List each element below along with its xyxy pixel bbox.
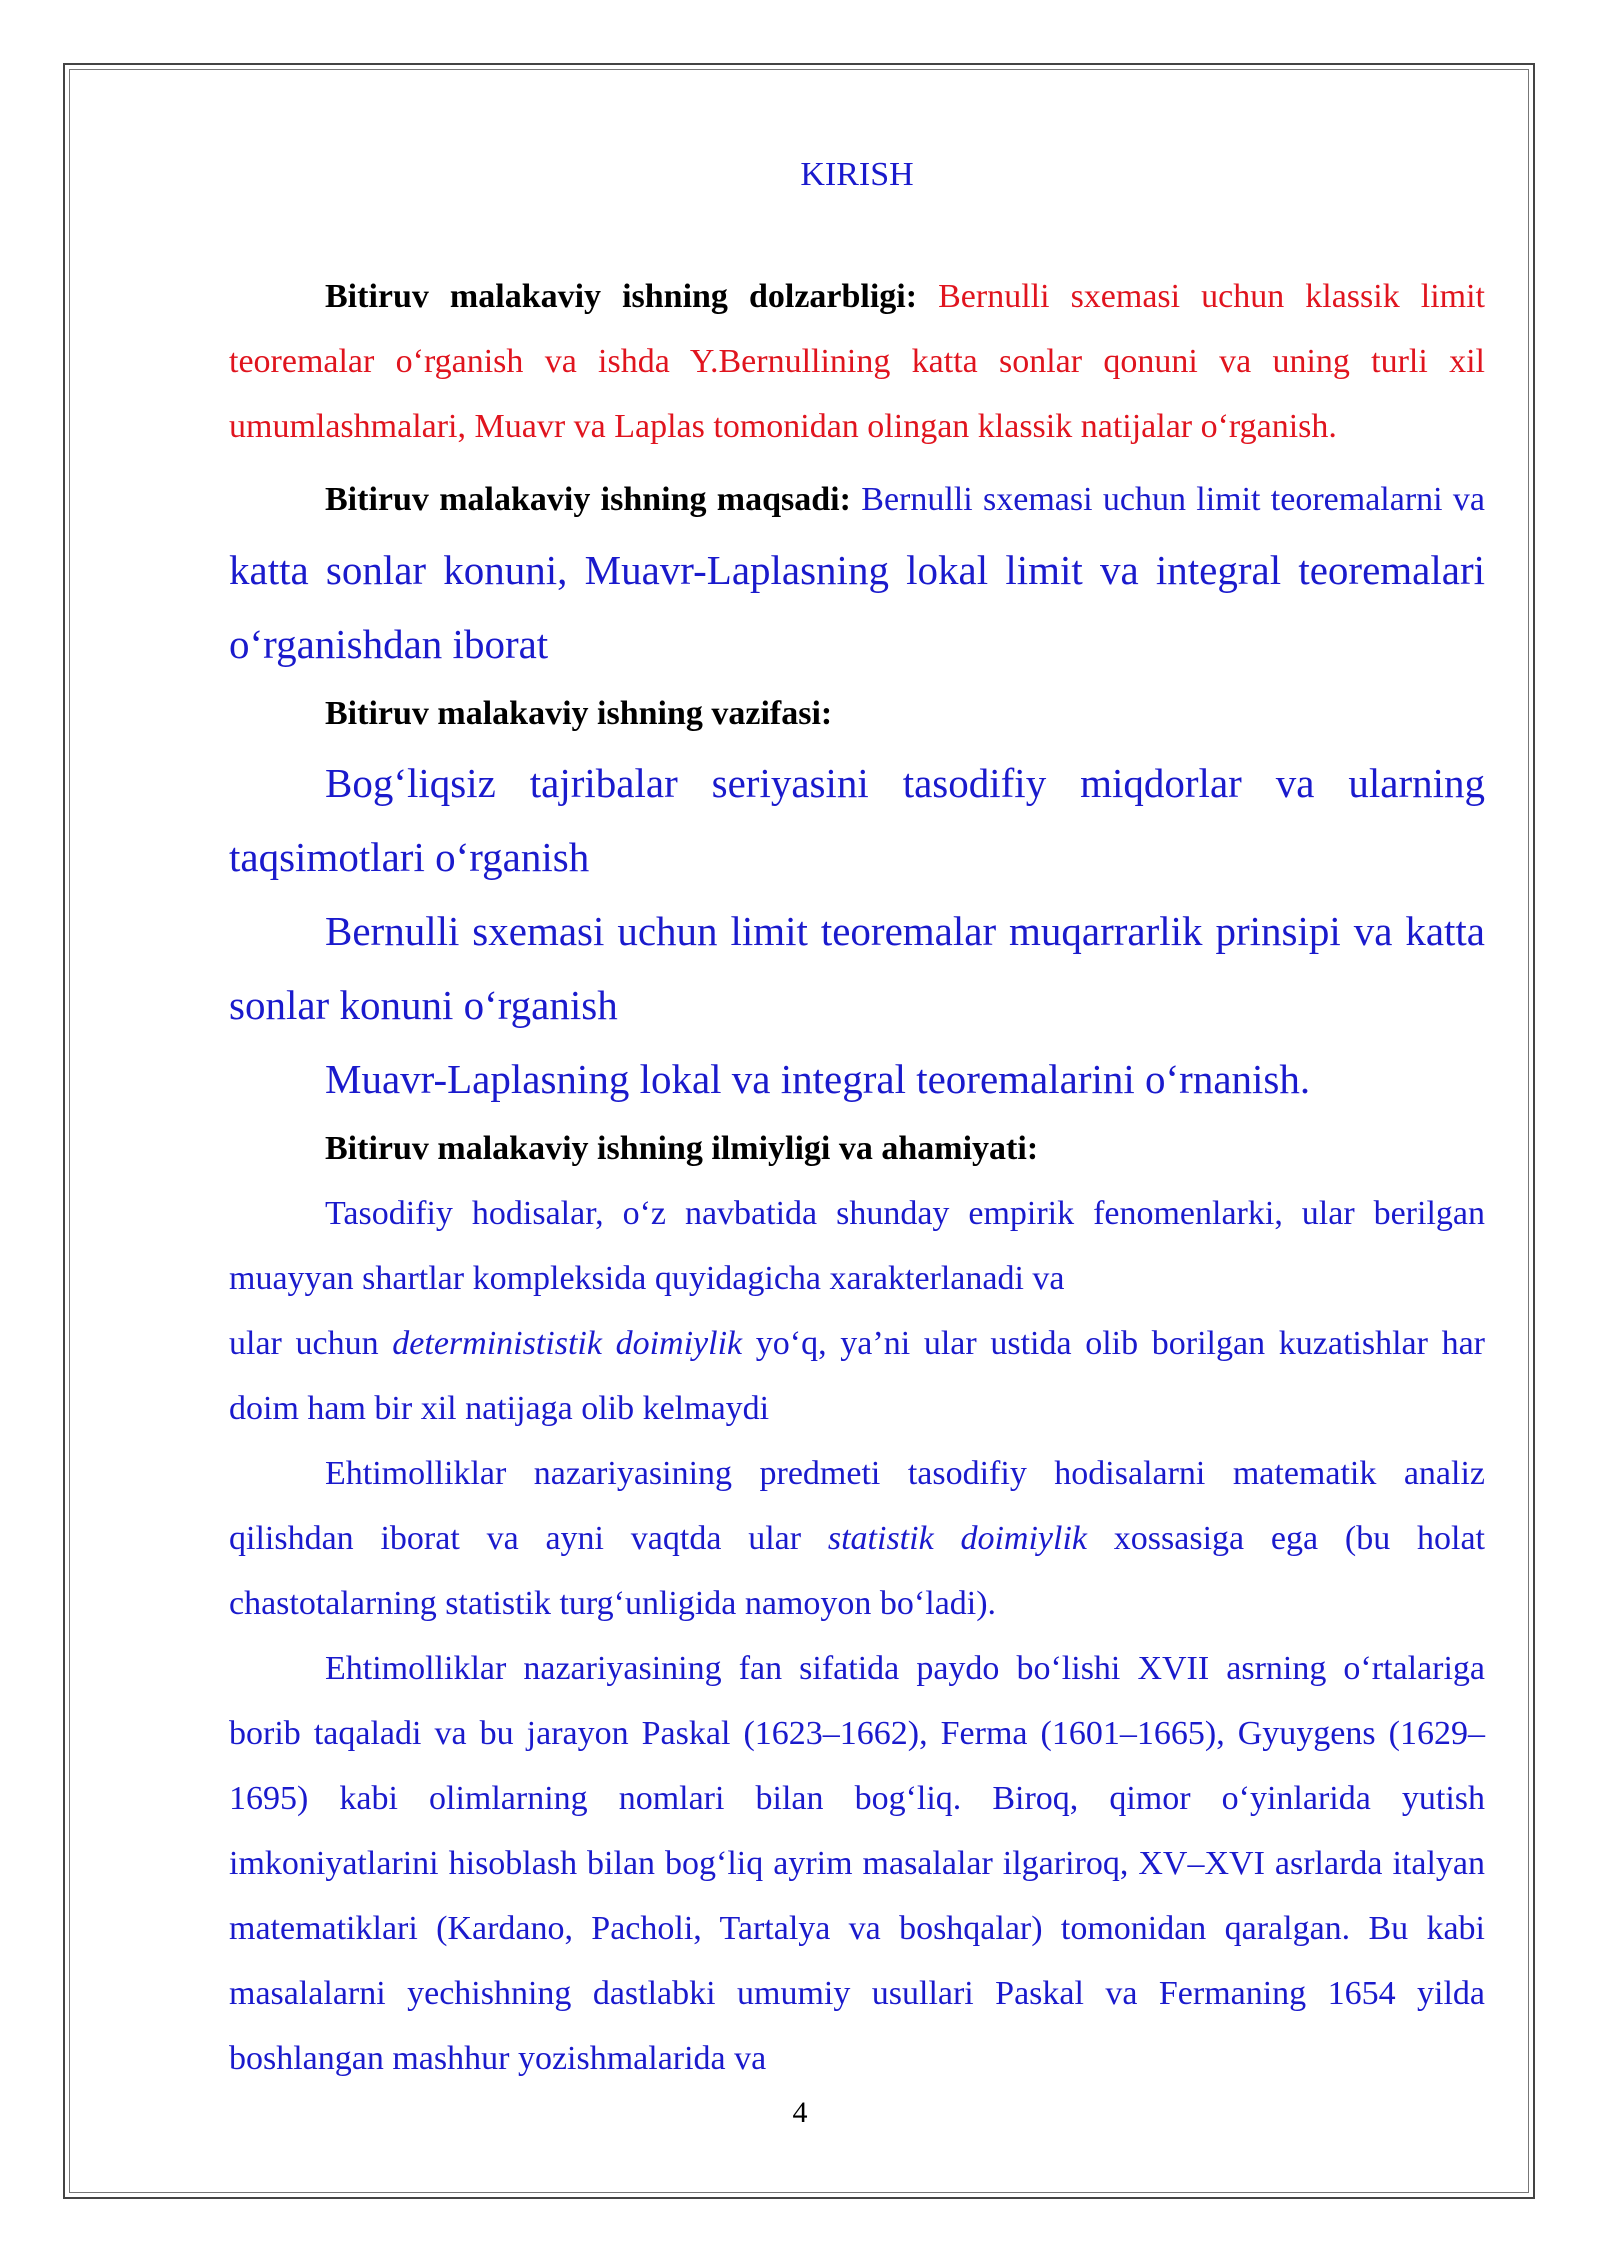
relevance-text: Bernulli sxemasi uchun klassik limit teoremalar o‘rganish va ishda Y.Bernullining katta sonlar qonuni va uning turli xil umumlashmalari, Muavr va Laplas tomonidan olingan klassik natijalar o‘rganish. [229, 278, 1485, 445]
significance-text-1b: ular uchun determinististik doimiylik yo‘q, ya’ni ular ustida olib borilgan kuzatishlar har doim ham bir xil natijaga olib kelmaydi [229, 1325, 1486, 1427]
relevance-heading: Bitiruv malakaviy ishning dolzarbligi: [325, 278, 918, 315]
page-title: KIRISH [800, 156, 914, 193]
significance-paragraph [229, 1116, 1485, 1181]
document-body [229, 150, 1485, 2091]
page-number: 4 [792, 2096, 808, 2129]
goal-text-small: Bernulli sxemasi uchun limit teoremalarni va [850, 481, 1485, 518]
task-item: Bog‘liqsiz tajribalar seriyasini tasodifiy miqdorlar va ularning taqsimotlari o‘rganish [229, 760, 1485, 880]
goal-text-large: katta sonlar konuni, Muavr-Laplasning lokal limit va integral teoremalari o‘rganishdan iborat [229, 547, 1485, 667]
emphasis-deterministic: determinististik doimiylik [392, 1325, 743, 1362]
emphasis-statistical: statistik doimiylik [827, 1520, 1087, 1557]
task-item: Bernulli sxemasi uchun limit teoremalar muqarrarlik prinsipi va katta sonlar konuni o‘rganish [229, 908, 1485, 1028]
significance-heading: Bitiruv malakaviy ishning ilmiyligi va ahamiyati: [325, 1130, 1039, 1167]
goal-heading: Bitiruv malakaviy ishning maqsadi: [325, 481, 851, 518]
tasks-heading: Bitiruv malakaviy ishning vazifasi: [325, 695, 833, 732]
significance-text-3: Ehtimolliklar nazariyasining fan sifatida paydo bo‘lishi XVII asrning o‘rtalariga borib taqaladi va bu jarayon Paskal (1623–1662), Ferma (1601–1665), Gyuygens (1629–1695) kabi olimlarning nomlari bilan bog‘liq. Biroq, qimor o‘yinlarida yutish imkoniyatlarini hisoblash bilan bog‘liq ayrim masalalar ilgariroq, XV–XVI asrlarda italyan matematiklari (Kardano, Pacholi, Tartalya va boshqalar) tomonidan qaralgan. Bu kabi masalalarni yechishning dastlabki umumiy usullari Paskal va Fermaning 1654 yilda boshlangan mashhur yozishmalarida va [229, 1650, 1485, 2077]
tasks-paragraph [229, 681, 1485, 746]
relevance-paragraph [229, 264, 1485, 459]
task-item: Muavr-Laplasning lokal va integral teoremalarini o‘rnanish. [325, 1056, 1311, 1102]
significance-text-1: Tasodifiy hodisalar, o‘z navbatida shunday empirik fenomenlarki, ular berilgan muayyan shartlar kompleksida quyidagicha xarakterlanadi va [229, 1195, 1485, 1297]
significance-text-2: Ehtimolliklar nazariyasining predmeti tasodifiy hodisalarni matematik analiz qilishdan iborat va ayni vaqtda ular statistik doimiylik xossasiga ega (bu holat chastotalarning statistik turg‘unligida namoyon bo‘ladi). [229, 1455, 1485, 1622]
goal-paragraph [229, 459, 1485, 681]
